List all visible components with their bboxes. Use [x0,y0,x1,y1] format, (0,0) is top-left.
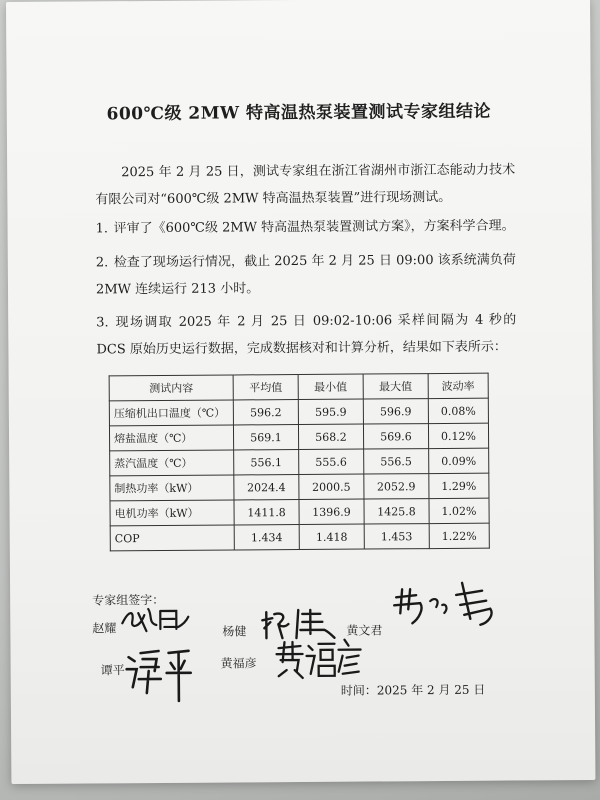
handwritten-signature [118,601,196,636]
table-row [110,498,489,526]
table-cell: 596.2 [233,400,298,425]
item-3 [96,306,516,363]
table-cell: 569.1 [233,425,298,450]
table-cell: COP [110,525,234,551]
handwritten-signature [390,579,500,632]
table-cell: 555.6 [299,449,364,474]
table-cell: 1425.8 [364,499,429,524]
intro-paragraph: 2025 年 2 月 25 日，测试专家组在浙江省湖州市浙江态能动力技术有限公司对“600℃级 2MW 特高温热泵装置”进行现场测试。 [95,162,516,208]
table-cell: 2024.4 [234,475,299,500]
table-row [109,423,488,451]
table-cell: 制热功率（kW） [110,475,234,501]
column-header: 测试内容 [109,375,233,401]
table-header-row [109,373,488,401]
table-cell: 1.22% [429,523,489,548]
table-cell: 595.9 [298,399,363,424]
item-text: 评审了《600℃级 2MW 特高温热泵装置测试方案》，方案科学合理。 [113,218,515,237]
signer-name: 谭平 [100,663,125,678]
table-cell: 0.09% [428,448,488,473]
table-cell: 0.08% [428,398,488,423]
column-header: 最大值 [363,374,428,399]
signer-name: 杨健 [222,624,247,639]
table-cell: 1411.8 [234,500,299,525]
table-cell: 0.12% [428,423,488,448]
table-cell: 1.02% [429,498,489,523]
signer-name: 黄文君 [346,623,383,638]
table-cell: 2000.5 [299,474,364,499]
signer-name: 赵耀 [92,621,117,636]
table-cell: 1.29% [429,473,489,498]
handwritten-signature [272,636,362,683]
item-text: 检查了现场运行情况，截止 2025 年 2 月 25 日 09:00 该系统满负荷 2MW 连续运行 213 小时。 [95,252,516,298]
item-1 [95,212,515,242]
column-header: 波动率 [428,373,488,398]
item-number: 1. [95,221,109,237]
table-row [109,398,488,426]
document-page [6,0,595,784]
table-cell: 556.1 [234,450,299,475]
table-cell: 2052.9 [364,474,429,499]
table-cell: 压缩机出口温度（℃） [109,400,233,426]
signer-name: 黄福彦 [220,656,257,671]
item-2 [96,246,516,303]
table-row [110,523,489,551]
document-date: 时间：2025 年 2 月 25 日 [340,682,486,698]
document-title: 600℃级 2MW 特高温热泵装置测试专家组结论 [106,101,492,125]
results-table [109,373,490,552]
item-text: 现场调取 2025 年 2 月 25 日 09:02-10:06 采样间隔为 4 秒的 DCS 原始历史运行数据，完成数据核对和计算分析，结果如下表所示： [96,312,517,358]
table-cell: 熔盐温度（℃） [109,425,233,451]
table-row [110,473,489,501]
table-cell: 1.434 [234,525,299,550]
table-cell: 1.453 [364,524,429,549]
item-number: 2. [95,255,109,271]
table-cell: 556.5 [364,449,429,474]
table-cell: 568.2 [298,424,363,449]
table-row [110,448,489,476]
table-cell: 蒸汽温度（℃） [110,450,234,476]
handwritten-signature [124,643,194,705]
table-cell: 电机功率（kW） [110,500,234,526]
table-cell: 596.9 [363,399,428,424]
table-cell: 569.6 [363,424,428,449]
column-header: 最小值 [298,374,363,399]
column-header: 平均值 [233,375,298,400]
table-cell: 1.418 [299,524,364,549]
item-number: 3. [96,315,109,331]
signatures-label: 专家组签字： [92,592,165,608]
table-cell: 1396.9 [299,499,364,524]
